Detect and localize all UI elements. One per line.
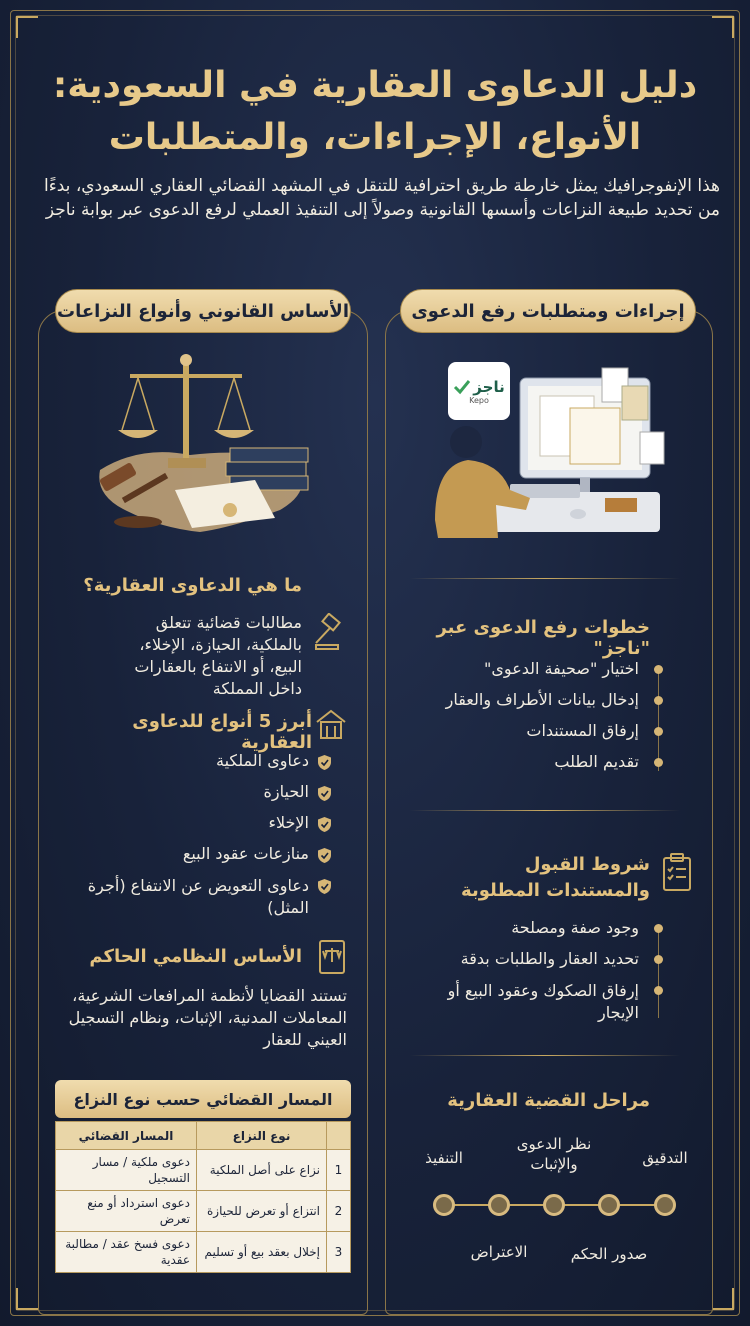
types-list [82, 751, 332, 925]
title-line-1: دليل الدعاوى العقارية في السعودية: [52, 65, 698, 106]
section-divider [410, 1055, 680, 1056]
section-divider [410, 810, 680, 811]
step-dot [654, 727, 663, 736]
shield-check-icon [317, 847, 332, 864]
step-label: اختيار "صحيفة الدعوى" [484, 659, 639, 678]
najiz-logo-sub: Kepo [469, 395, 489, 405]
legal-text: تستند القضايا لأنظمة المرافعات الشرعية، المعاملات المدنية، الإثبات، ونظام التسجيل العيني للعقار [68, 986, 347, 1049]
row-path: دعوى فسخ عقد / مطالبة عقدية [56, 1232, 197, 1273]
corner-ornament [16, 16, 38, 38]
shield-check-icon [317, 878, 332, 895]
row-type: إخلال بعقد بيع أو تسليم [197, 1232, 327, 1273]
section-divider [410, 578, 680, 579]
type-label: منازعات عقود البيع [182, 844, 309, 863]
path-table-title: المسار القضائي حسب نوع النزاع [55, 1080, 351, 1118]
row-path: دعوى استرداد أو منع تعرض [56, 1191, 197, 1232]
table-header-path: المسار القضائي [56, 1122, 197, 1150]
path-table [55, 1121, 351, 1273]
corner-ornament [16, 1288, 38, 1310]
step-dot [654, 986, 663, 995]
table-row [56, 1150, 351, 1191]
left-section-header: الأساس القانوني وأنواع النزاعات [55, 289, 351, 333]
stages-title: مراحل القضية العقارية [447, 1090, 650, 1111]
clipboard-checklist-icon [660, 852, 694, 892]
title-line-2: الأنواع، الإجراءات، والمتطلبات [108, 117, 642, 158]
table-header-type: نوع النزاع [197, 1122, 327, 1150]
type-label: دعاوى الملكية [216, 751, 309, 770]
stage-label: التدقيق [642, 1149, 688, 1167]
shield-check-icon [317, 754, 332, 771]
types-title: أبرز 5 أنواع للدعاوى العقارية [132, 711, 312, 753]
list-item [82, 844, 332, 875]
row-type: انتزاع أو تعرض للحيازة [197, 1191, 327, 1232]
step-dot [654, 924, 663, 933]
stage-label: الاعتراض [470, 1243, 528, 1261]
table-header-row [56, 1122, 351, 1150]
row-num: 2 [327, 1191, 351, 1232]
list-item [415, 721, 665, 752]
list-item [82, 813, 332, 844]
computer-user-illustration [430, 360, 670, 550]
justice-scales-illustration [80, 350, 330, 540]
row-num: 3 [327, 1232, 351, 1273]
step-dot [654, 665, 663, 674]
list-item [82, 782, 332, 813]
najiz-logo-text: ناجز [473, 377, 505, 396]
legal-title: الأساس النظامي الحاكم [89, 946, 302, 967]
conditions-title: شروط القبول والمستندات المطلوبة [461, 854, 650, 901]
what-title: ما هي الدعاوى العقارية؟ [83, 575, 302, 596]
steps-title: خطوات رفع الدعوى عبر "ناجز" [436, 617, 650, 659]
shield-check-icon [317, 816, 332, 833]
corner-ornament [712, 16, 734, 38]
type-label: دعاوى التعويض عن الانتفاع (أجرة المثل) [87, 876, 309, 917]
type-label: الحيازة [263, 782, 309, 801]
steps-list [415, 659, 665, 783]
step-dot [654, 758, 663, 767]
list-item [415, 690, 665, 721]
row-num: 1 [327, 1150, 351, 1191]
step-label: إدخال بيانات الأطراف والعقار [445, 690, 639, 709]
table-row [56, 1191, 351, 1232]
step-label: إرفاق المستندات [526, 721, 639, 740]
condition-label: إرفاق الصكوك وعقود البيع أو الإيجار [447, 981, 639, 1022]
timeline-node [598, 1194, 620, 1216]
step-dot [654, 696, 663, 705]
type-label: الإخلاء [268, 813, 309, 832]
row-path: دعوى ملكية / مسار التسجيل [56, 1150, 197, 1191]
gavel-icon [310, 613, 350, 653]
list-item [82, 751, 332, 782]
page-title [40, 60, 710, 164]
condition-label: وجود صفة ومصلحة [511, 918, 639, 937]
list-item [415, 949, 665, 980]
list-item [415, 752, 665, 783]
stage-label: نظر الدعوى والإثبات [516, 1135, 592, 1173]
list-item [415, 918, 665, 949]
intro-text: هذا الإنفوجرافيك يمثل خارطة طريق احترافية للتنقل في المشهد القضائي العقاري السعودي، بدءًا من تحديد طبيعة النزاعات وأسسها القانونية وصولاً إلى التنفيذ العملي لرفع الدعوى عبر بوابة ناجز [44, 176, 720, 220]
list-item [415, 980, 665, 1030]
list-item [82, 875, 332, 925]
table-header-num [327, 1122, 351, 1150]
timeline-node [543, 1194, 565, 1216]
table-row [56, 1232, 351, 1273]
what-text: مطالبات قضائية تتعلق بالملكية، الحيازة، الإخلاء، البيع، أو الانتفاع بالعقارات داخل المملكة [134, 613, 302, 698]
corner-ornament [712, 1288, 734, 1310]
list-item [415, 659, 665, 690]
law-book-icon [316, 938, 348, 978]
step-label: تقديم الطلب [554, 752, 639, 771]
row-type: نزاع على أصل الملكية [197, 1150, 327, 1191]
building-icon [313, 706, 349, 742]
timeline-node [654, 1194, 676, 1216]
right-section-header: إجراءات ومتطلبات رفع الدعوى [400, 289, 696, 333]
timeline-node [488, 1194, 510, 1216]
timeline-node [433, 1194, 455, 1216]
shield-check-icon [317, 785, 332, 802]
condition-label: تحديد العقار والطلبات بدقة [460, 949, 639, 968]
step-dot [654, 955, 663, 964]
stage-label: صدور الحكم [570, 1245, 648, 1263]
conditions-list [415, 918, 665, 1030]
stage-label: التنفيذ [425, 1149, 463, 1167]
